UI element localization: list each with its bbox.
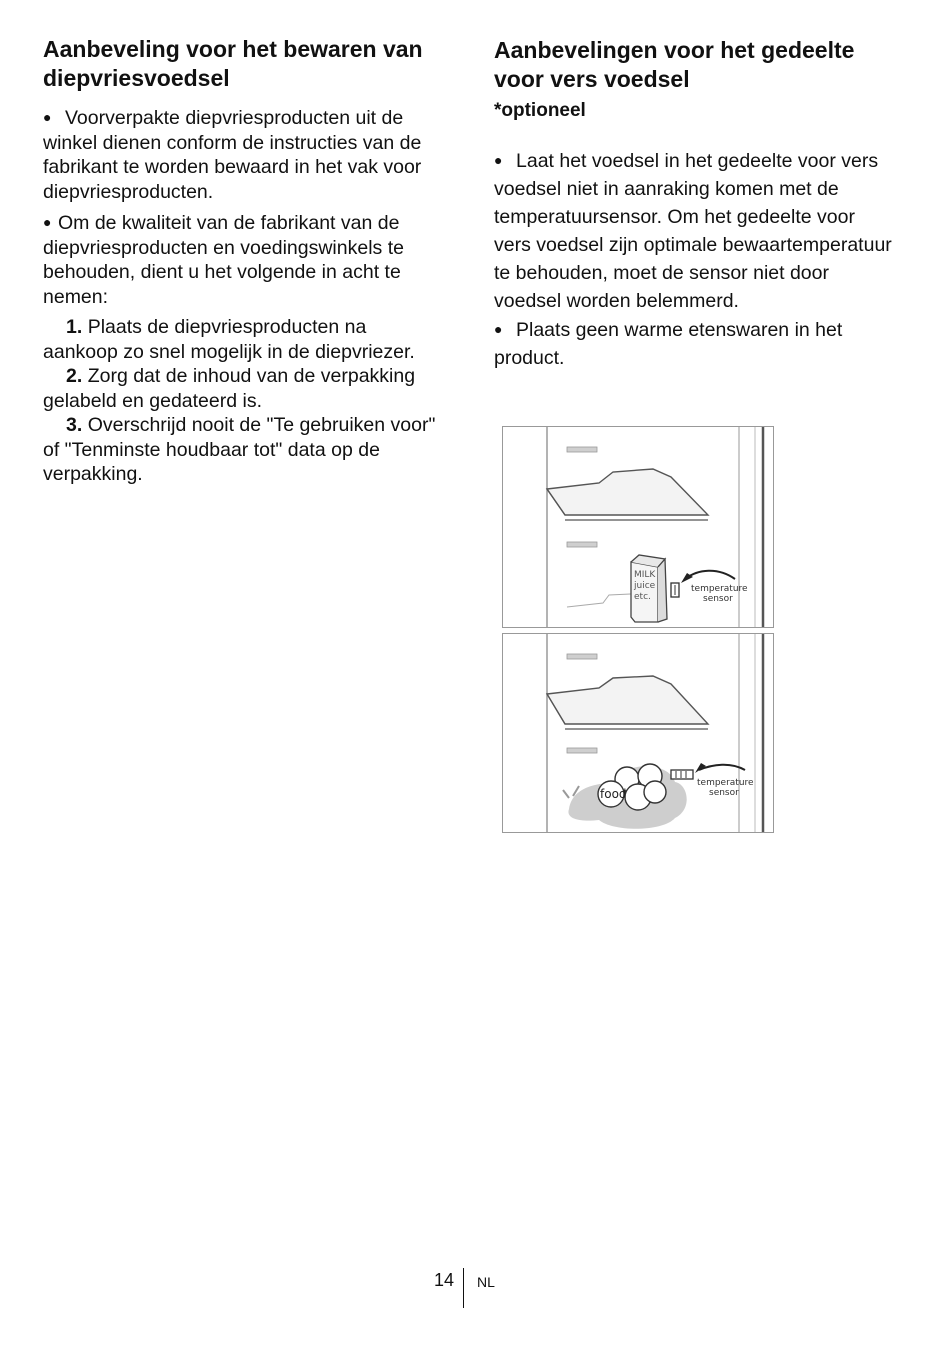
food-item-icon bbox=[644, 781, 666, 803]
fresh-food-bullet-2 bbox=[494, 315, 894, 372]
fresh-food-bullet-2-text: Plaats geen warme etenswaren in het product. bbox=[494, 319, 843, 369]
sensor-label-2: sensor bbox=[709, 788, 739, 798]
fresh-food-bullet-1-text: Laat het voedsel in het gedeelte voor vers voedsel niet in aanraking komen met de temperatuursensor. Om het gedeelte voor vers voedsel zijn optimale bewaartemperatuur te behouden, moet de sensor niet door voedsel worden belemmerd. bbox=[494, 150, 892, 312]
frozen-food-bullet-1 bbox=[43, 105, 443, 204]
footer-divider bbox=[463, 1268, 464, 1308]
step-text: Overschrijd nooit de "Te gebruiken voor" of "Tenminste houdbaar tot" data op de verpakking. bbox=[43, 414, 436, 485]
step-text: Zorg dat de inhoud van de verpakking gelabeld en gedateerd is. bbox=[43, 365, 416, 412]
frozen-food-body bbox=[43, 105, 443, 487]
bullet-icon: ● bbox=[494, 321, 503, 337]
bullet-icon: ● bbox=[494, 152, 503, 168]
frozen-food-bullet-2 bbox=[43, 210, 443, 309]
step-number: 1. bbox=[66, 316, 83, 338]
carton-label-3: etc. bbox=[634, 592, 651, 602]
fridge-food-svg bbox=[503, 634, 773, 832]
carton-label-2: juice bbox=[634, 581, 656, 591]
page-number: 14 bbox=[433, 1270, 454, 1290]
sensor-label-2: sensor bbox=[703, 594, 733, 604]
bullet-icon: ● bbox=[43, 214, 52, 230]
frozen-food-bullet-1-text: Voorverpakte diepvriesproducten uit de winkel dienen conform de instructies van de fabrikant te worden bewaard in het vak voor diepvriesproducten. bbox=[43, 107, 422, 203]
food-label: food bbox=[600, 787, 627, 801]
step-number: 2. bbox=[66, 365, 83, 387]
carton-label-1: MILK bbox=[634, 570, 656, 580]
sensor-label-1: temperature bbox=[691, 584, 748, 594]
frozen-food-step-1 bbox=[43, 315, 443, 364]
optional-note: *optioneel bbox=[494, 100, 586, 121]
frozen-food-step-3 bbox=[43, 413, 443, 487]
bullet-icon: ● bbox=[43, 109, 52, 125]
fresh-food-body bbox=[494, 146, 894, 372]
fresh-food-heading: Aanbevelingen voor het gedeelte voor vers voedsel bbox=[494, 37, 855, 92]
step-number: 3. bbox=[66, 414, 83, 436]
step-text: Plaats de diepvriesproducten na aankoop zo snel mogelijk in de diepvriezer. bbox=[43, 316, 415, 363]
language-code: NL bbox=[477, 1274, 495, 1290]
fridge-illustration-food bbox=[502, 633, 774, 833]
fridge-carton-svg bbox=[503, 427, 773, 627]
frozen-food-heading: Aanbeveling voor het bewaren van diepvriesvoedsel bbox=[43, 36, 423, 91]
frozen-food-bullet-2-text: Om de kwaliteit van de fabrikant van de diepvriesproducten en voedingswinkels te behouden, dient u het volgende in acht te nemen: bbox=[43, 212, 404, 308]
fridge-illustration-carton bbox=[502, 426, 774, 628]
frozen-food-step-2 bbox=[43, 364, 443, 413]
sensor-label-1: temperature bbox=[697, 778, 754, 788]
temperature-sensor-icon bbox=[671, 770, 693, 779]
fresh-food-bullet-1 bbox=[494, 146, 894, 315]
